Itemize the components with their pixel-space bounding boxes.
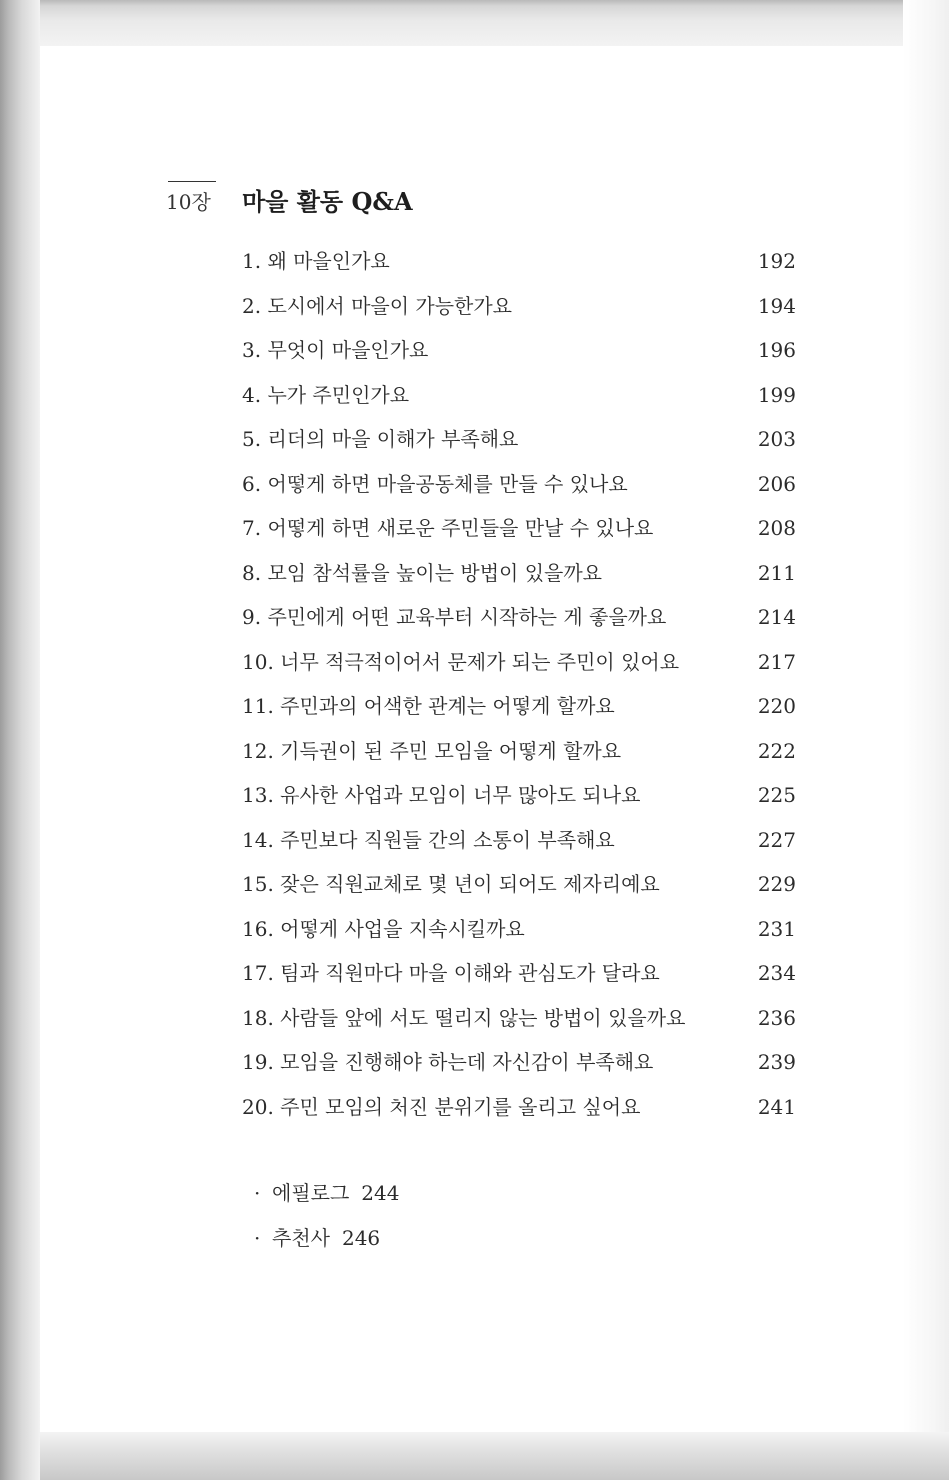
toc-entry-title: 16. 어떻게 사업을 지속시킬까요 (242, 916, 525, 941)
toc-entry-page: 239 (757, 1050, 796, 1074)
chapter-number: 10장 (166, 190, 211, 214)
appendix-list (254, 1176, 554, 1266)
toc-entry (242, 511, 802, 556)
toc-entry-page: 231 (757, 916, 796, 941)
toc-entry (242, 289, 802, 334)
appendix-entry-page: 244 (361, 1181, 400, 1205)
toc-entry-title: 15. 잦은 직원교체로 몇 년이 되어도 제자리예요 (242, 872, 660, 896)
toc-entry-title: 17. 팀과 직원마다 마을 이해와 관심도가 달라요 (242, 961, 660, 985)
toc-entry (242, 645, 802, 690)
toc-entry-page: 194 (757, 293, 796, 318)
toc-entry (242, 867, 802, 912)
toc-entry-page: 236 (757, 1005, 796, 1030)
toc-entry-page: 222 (757, 738, 796, 763)
toc-entry-title: 13. 유사한 사업과 모임이 너무 많아도 되나요 (242, 783, 641, 807)
toc-entry-title: 14. 주민보다 직원들 간의 소통이 부족해요 (242, 827, 615, 852)
toc-entry-page: 208 (757, 516, 796, 540)
appendix-entry (254, 1176, 554, 1221)
binding-shadow-left (0, 0, 40, 1480)
toc-entry-page: 214 (757, 605, 796, 629)
toc-entry (242, 467, 802, 512)
toc-entry-title: 4. 누가 주민인가요 (242, 382, 410, 407)
toc-entry (242, 600, 802, 645)
toc-entry-title: 9. 주민에게 어떤 교육부터 시작하는 게 좋을까요 (242, 605, 667, 629)
toc-entry (242, 333, 802, 378)
toc-entry-title: 20. 주민 모임의 처진 분위기를 올리고 싶어요 (242, 1094, 641, 1119)
bullet-dot: · (254, 1226, 261, 1250)
bullet-dot: · (254, 1181, 261, 1205)
toc-entry-page: 241 (757, 1094, 796, 1119)
appendix-entry (254, 1221, 554, 1266)
toc-entry-page: 206 (757, 471, 796, 496)
toc-entry-page: 196 (757, 338, 796, 362)
toc-entry (242, 689, 802, 734)
toc-entry-title: 18. 사람들 앞에 서도 떨리지 않는 방법이 있을까요 (242, 1005, 686, 1030)
appendix-entry-title: 에필로그 (272, 1181, 350, 1205)
scan-shadow-bottom (0, 1432, 949, 1480)
toc-entry-title: 8. 모임 참석률을 높이는 방법이 있을까요 (242, 560, 602, 585)
chapter-number-rule (168, 181, 216, 182)
appendix-entry-title: 추천사 (272, 1226, 330, 1250)
toc-entry-title: 1. 왜 마을인가요 (242, 249, 390, 273)
toc-entry-page: 199 (757, 382, 796, 407)
toc-entry-title: 2. 도시에서 마을이 가능한가요 (242, 293, 512, 318)
toc-entry-page: 211 (757, 560, 796, 585)
toc-entry-page: 227 (757, 827, 796, 852)
toc-entry (242, 1001, 802, 1046)
toc-entry (242, 912, 802, 957)
toc-entry (242, 1045, 802, 1090)
toc-entry (242, 556, 802, 601)
toc-entry-title: 19. 모임을 진행해야 하는데 자신감이 부족해요 (242, 1050, 654, 1074)
toc-entry (242, 422, 802, 467)
toc-entry-title: 7. 어떻게 하면 새로운 주민들을 만날 수 있나요 (242, 516, 654, 540)
toc-entry-page: 225 (757, 783, 796, 807)
toc-entry-title: 12. 기득권이 된 주민 모임을 어떻게 할까요 (242, 738, 622, 763)
chapter-title: 마을 활동 Q&A (242, 187, 413, 216)
toc-entry-page: 203 (757, 427, 796, 451)
toc-entry-page: 217 (757, 649, 796, 674)
appendix-entry-page: 246 (341, 1226, 381, 1250)
toc-entry (242, 244, 802, 289)
toc-entry-title: 3. 무엇이 마을인가요 (242, 338, 429, 362)
scan-shadow-right (903, 0, 949, 1480)
toc-entry-page: 220 (757, 694, 796, 718)
toc-entry-page: 229 (757, 872, 796, 896)
toc-entry-title: 6. 어떻게 하면 마을공동체를 만들 수 있나요 (242, 471, 628, 496)
toc-entry (242, 734, 802, 779)
table-of-contents (242, 244, 802, 1134)
toc-entry-page: 234 (757, 961, 796, 985)
toc-entry-page: 192 (757, 249, 796, 273)
toc-entry-title: 11. 주민과의 어색한 관계는 어떻게 할까요 (242, 694, 615, 718)
scan-shadow-top (0, 0, 949, 46)
toc-entry (242, 956, 802, 1001)
toc-entry (242, 778, 802, 823)
toc-entry-title: 10. 너무 적극적이어서 문제가 되는 주민이 있어요 (242, 649, 680, 674)
toc-entry (242, 1090, 802, 1135)
toc-entry-title: 5. 리더의 마을 이해가 부족해요 (242, 427, 519, 451)
toc-entry (242, 823, 802, 868)
toc-entry (242, 378, 802, 423)
